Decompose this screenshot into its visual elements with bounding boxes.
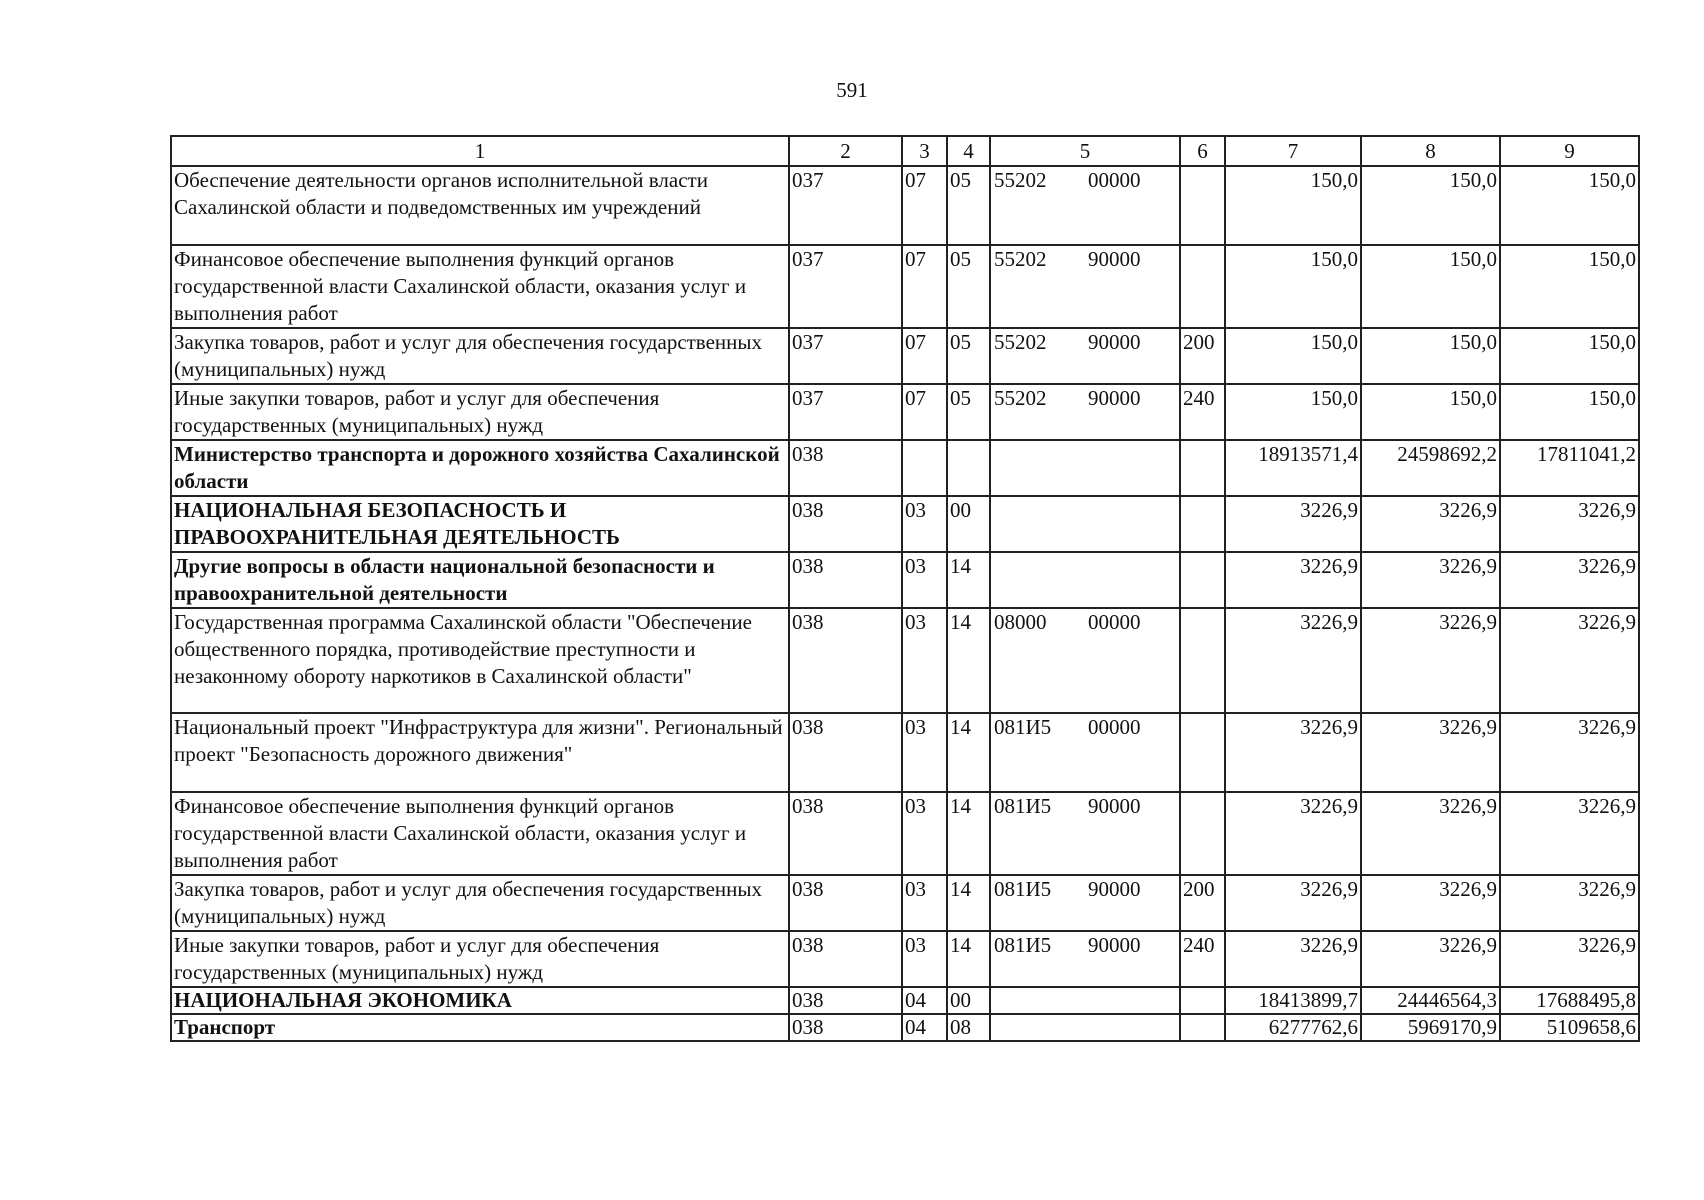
amount-col-7: 3226,9 <box>1225 792 1361 875</box>
target-article-code <box>990 875 1180 931</box>
amount-col-7: 6277762,6 <box>1225 1014 1361 1041</box>
amount-col-9: 17688495,8 <box>1500 987 1639 1014</box>
expense-type-code: 200 <box>1180 875 1225 931</box>
amount-col-8: 150,0 <box>1361 384 1500 440</box>
item-name: НАЦИОНАЛЬНАЯ БЕЗОПАСНОСТЬ И ПРАВООХРАНИТЕЛЬНАЯ ДЕЯТЕЛЬНОСТЬ <box>171 496 789 552</box>
section-code: 03 <box>902 931 947 987</box>
amount-col-9: 150,0 <box>1500 166 1639 245</box>
header-col-5: 5 <box>990 136 1180 166</box>
section-code: 03 <box>902 713 947 792</box>
target-article-direction: 00000 <box>1088 715 1141 739</box>
target-article-program: 081И5 <box>994 794 1052 818</box>
table-row <box>171 440 1639 496</box>
item-name: Министерство транспорта и дорожного хозяйства Сахалинской области <box>171 440 789 496</box>
target-article-code <box>990 1014 1180 1041</box>
amount-col-8: 5969170,9 <box>1361 1014 1500 1041</box>
subsection-code <box>947 440 990 496</box>
header-row <box>171 136 1639 166</box>
expense-type-code <box>1180 245 1225 328</box>
header-col-8: 8 <box>1361 136 1500 166</box>
section-code: 03 <box>902 792 947 875</box>
expense-type-code <box>1180 1014 1225 1041</box>
item-name: Закупка товаров, работ и услуг для обеспечения государственных (муниципальных) нужд <box>171 875 789 931</box>
amount-col-7: 3226,9 <box>1225 713 1361 792</box>
target-article-direction: 90000 <box>1088 933 1141 957</box>
grbs-code: 038 <box>789 552 902 608</box>
target-article-program: 55202 <box>994 168 1047 192</box>
target-article-direction: 90000 <box>1088 794 1141 818</box>
table-row <box>171 608 1639 713</box>
grbs-code: 037 <box>789 384 902 440</box>
expense-type-code: 240 <box>1180 384 1225 440</box>
target-article-direction: 90000 <box>1088 330 1141 354</box>
table-body <box>171 166 1639 1041</box>
table-row <box>171 792 1639 875</box>
amount-col-8: 3226,9 <box>1361 552 1500 608</box>
amount-col-7: 18913571,4 <box>1225 440 1361 496</box>
target-article-code <box>990 166 1180 245</box>
table-row <box>171 931 1639 987</box>
table-row <box>171 875 1639 931</box>
amount-col-7: 3226,9 <box>1225 608 1361 713</box>
subsection-code: 00 <box>947 987 990 1014</box>
amount-col-8: 24446564,3 <box>1361 987 1500 1014</box>
amount-col-9: 150,0 <box>1500 384 1639 440</box>
subsection-code: 14 <box>947 792 990 875</box>
amount-col-9: 17811041,2 <box>1500 440 1639 496</box>
amount-col-8: 3226,9 <box>1361 931 1500 987</box>
expense-type-code <box>1180 440 1225 496</box>
subsection-code: 14 <box>947 552 990 608</box>
item-name: Финансовое обеспечение выполнения функций органов государственной власти Сахалинской области, оказания услуг и выполнения работ <box>171 792 789 875</box>
target-article-code <box>990 384 1180 440</box>
amount-col-7: 3226,9 <box>1225 931 1361 987</box>
target-article-code <box>990 552 1180 608</box>
amount-col-8: 3226,9 <box>1361 496 1500 552</box>
subsection-code: 14 <box>947 608 990 713</box>
amount-col-9: 3226,9 <box>1500 552 1639 608</box>
amount-col-7: 3226,9 <box>1225 875 1361 931</box>
section-code: 04 <box>902 1014 947 1041</box>
expense-type-code <box>1180 987 1225 1014</box>
section-code: 07 <box>902 166 947 245</box>
grbs-code: 038 <box>789 496 902 552</box>
target-article-code <box>990 713 1180 792</box>
header-col-9: 9 <box>1500 136 1639 166</box>
amount-col-7: 150,0 <box>1225 384 1361 440</box>
grbs-code: 037 <box>789 328 902 384</box>
subsection-code: 05 <box>947 328 990 384</box>
subsection-code: 14 <box>947 931 990 987</box>
grbs-code: 038 <box>789 875 902 931</box>
target-article-code <box>990 245 1180 328</box>
amount-col-7: 150,0 <box>1225 328 1361 384</box>
grbs-code: 038 <box>789 987 902 1014</box>
amount-col-9: 3226,9 <box>1500 608 1639 713</box>
item-name: Иные закупки товаров, работ и услуг для обеспечения государственных (муниципальных) нужд <box>171 384 789 440</box>
grbs-code: 037 <box>789 166 902 245</box>
table-row <box>171 496 1639 552</box>
expense-type-code <box>1180 792 1225 875</box>
amount-col-8: 150,0 <box>1361 245 1500 328</box>
grbs-code: 038 <box>789 792 902 875</box>
section-code: 03 <box>902 496 947 552</box>
expense-type-code: 200 <box>1180 328 1225 384</box>
amount-col-9: 3226,9 <box>1500 875 1639 931</box>
grbs-code: 038 <box>789 608 902 713</box>
grbs-code: 038 <box>789 1014 902 1041</box>
item-name: Иные закупки товаров, работ и услуг для обеспечения государственных (муниципальных) нужд <box>171 931 789 987</box>
amount-col-9: 3226,9 <box>1500 792 1639 875</box>
amount-col-8: 150,0 <box>1361 166 1500 245</box>
item-name: Национальный проект "Инфраструктура для жизни". Региональный проект "Безопасность дорожного движения" <box>171 713 789 792</box>
target-article-direction: 00000 <box>1088 610 1141 634</box>
item-name: Закупка товаров, работ и услуг для обеспечения государственных (муниципальных) нужд <box>171 328 789 384</box>
amount-col-7: 150,0 <box>1225 245 1361 328</box>
target-article-code <box>990 987 1180 1014</box>
section-code <box>902 440 947 496</box>
target-article-direction: 90000 <box>1088 386 1141 410</box>
header-col-7: 7 <box>1225 136 1361 166</box>
item-name: Государственная программа Сахалинской области "Обеспечение общественного порядка, противодействие преступности и незаконному обороту наркотиков в Сахалинской области" <box>171 608 789 713</box>
table-row <box>171 166 1639 245</box>
amount-col-9: 150,0 <box>1500 245 1639 328</box>
grbs-code: 037 <box>789 245 902 328</box>
target-article-code <box>990 931 1180 987</box>
target-article-direction: 90000 <box>1088 877 1141 901</box>
header-col-6: 6 <box>1180 136 1225 166</box>
target-article-program: 08000 <box>994 610 1047 634</box>
amount-col-8: 150,0 <box>1361 328 1500 384</box>
expense-type-code <box>1180 713 1225 792</box>
section-code: 07 <box>902 328 947 384</box>
amount-col-9: 150,0 <box>1500 328 1639 384</box>
amount-col-8: 3226,9 <box>1361 713 1500 792</box>
target-article-program: 55202 <box>994 386 1047 410</box>
header-col-3: 3 <box>902 136 947 166</box>
table-row <box>171 987 1639 1014</box>
expense-type-code <box>1180 166 1225 245</box>
target-article-code <box>990 792 1180 875</box>
item-name: Другие вопросы в области национальной безопасности и правоохранительной деятельности <box>171 552 789 608</box>
grbs-code: 038 <box>789 931 902 987</box>
item-name: Транспорт <box>171 1014 789 1041</box>
target-article-code <box>990 496 1180 552</box>
section-code: 07 <box>902 384 947 440</box>
amount-col-8: 24598692,2 <box>1361 440 1500 496</box>
grbs-code: 038 <box>789 440 902 496</box>
subsection-code: 05 <box>947 245 990 328</box>
subsection-code: 14 <box>947 713 990 792</box>
amount-col-8: 3226,9 <box>1361 792 1500 875</box>
header-col-4: 4 <box>947 136 990 166</box>
section-code: 07 <box>902 245 947 328</box>
header-col-2: 2 <box>789 136 902 166</box>
target-article-direction: 90000 <box>1088 247 1141 271</box>
amount-col-7: 3226,9 <box>1225 496 1361 552</box>
amount-col-7: 150,0 <box>1225 166 1361 245</box>
target-article-program: 55202 <box>994 330 1047 354</box>
expense-type-code: 240 <box>1180 931 1225 987</box>
target-article-program: 081И5 <box>994 715 1052 739</box>
subsection-code: 14 <box>947 875 990 931</box>
target-article-direction: 00000 <box>1088 168 1141 192</box>
header-col-1: 1 <box>171 136 789 166</box>
subsection-code: 08 <box>947 1014 990 1041</box>
grbs-code: 038 <box>789 713 902 792</box>
page-number: 591 <box>836 78 868 102</box>
item-name: Финансовое обеспечение выполнения функций органов государственной власти Сахалинской области, оказания услуг и выполнения работ <box>171 245 789 328</box>
amount-col-9: 3226,9 <box>1500 931 1639 987</box>
amount-col-9: 3226,9 <box>1500 713 1639 792</box>
subsection-code: 00 <box>947 496 990 552</box>
table-row <box>171 552 1639 608</box>
amount-col-8: 3226,9 <box>1361 875 1500 931</box>
target-article-program: 081И5 <box>994 933 1052 957</box>
expense-type-code <box>1180 552 1225 608</box>
target-article-code <box>990 440 1180 496</box>
target-article-code <box>990 328 1180 384</box>
table-row <box>171 328 1639 384</box>
amount-col-8: 3226,9 <box>1361 608 1500 713</box>
table-header <box>171 136 1639 166</box>
section-code: 03 <box>902 552 947 608</box>
table-row <box>171 1014 1639 1041</box>
target-article-code <box>990 608 1180 713</box>
amount-col-7: 3226,9 <box>1225 552 1361 608</box>
target-article-program: 081И5 <box>994 877 1052 901</box>
section-code: 04 <box>902 987 947 1014</box>
amount-col-9: 5109658,6 <box>1500 1014 1639 1041</box>
table-row <box>171 384 1639 440</box>
item-name: Обеспечение деятельности органов исполнительной власти Сахалинской области и подведомственных им учреждений <box>171 166 789 245</box>
item-name: НАЦИОНАЛЬНАЯ ЭКОНОМИКА <box>171 987 789 1014</box>
table-row <box>171 245 1639 328</box>
subsection-code: 05 <box>947 166 990 245</box>
amount-col-9: 3226,9 <box>1500 496 1639 552</box>
section-code: 03 <box>902 608 947 713</box>
budget-table <box>170 135 1640 1042</box>
target-article-program: 55202 <box>994 247 1047 271</box>
table-row <box>171 713 1639 792</box>
subsection-code: 05 <box>947 384 990 440</box>
amount-col-7: 18413899,7 <box>1225 987 1361 1014</box>
expense-type-code <box>1180 496 1225 552</box>
expense-type-code <box>1180 608 1225 713</box>
section-code: 03 <box>902 875 947 931</box>
